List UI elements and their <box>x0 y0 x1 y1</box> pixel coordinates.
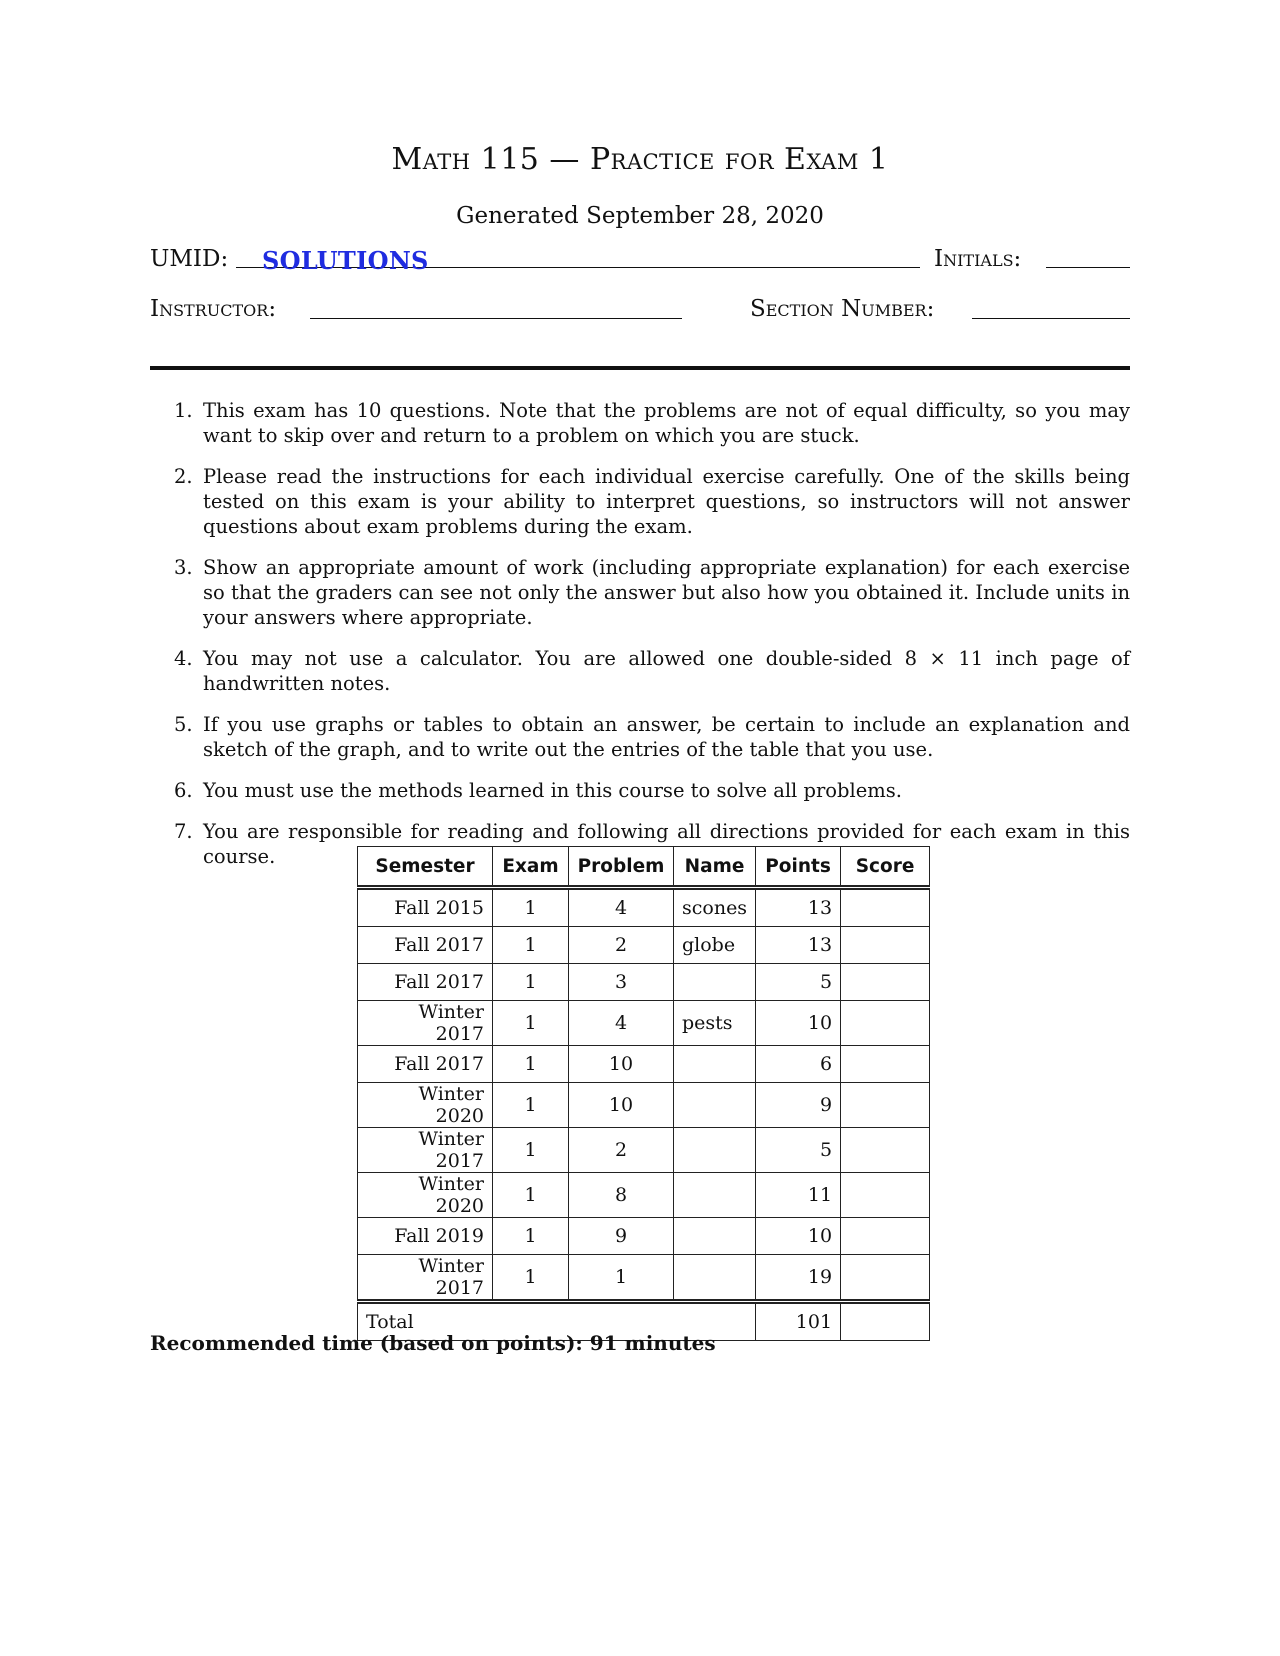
cell-semester: Winter 2017 <box>358 1255 493 1302</box>
total-points: 101 <box>756 1302 841 1341</box>
table-row <box>358 1046 930 1083</box>
cell-score[interactable] <box>841 1046 930 1083</box>
header-divider <box>150 366 1130 370</box>
cell-points: 5 <box>756 964 841 1001</box>
column-header-points: Points <box>756 847 841 888</box>
cell-score[interactable] <box>841 1001 930 1046</box>
section-number-label: Section Number: <box>750 296 935 322</box>
cell-points: 9 <box>756 1083 841 1128</box>
cell-semester: Winter 2017 <box>358 1128 493 1173</box>
table-row <box>358 1218 930 1255</box>
cell-problem: 4 <box>569 888 674 927</box>
cell-semester: Fall 2015 <box>358 888 493 927</box>
column-header-problem: Problem <box>569 847 674 888</box>
cell-points: 11 <box>756 1173 841 1218</box>
cell-name <box>674 1046 756 1083</box>
cell-name: pests <box>674 1001 756 1046</box>
cell-semester: Fall 2017 <box>358 1046 493 1083</box>
column-header-exam: Exam <box>493 847 569 888</box>
cell-name: globe <box>674 927 756 964</box>
initials-label: Initials: <box>934 246 1022 272</box>
cell-name <box>674 1128 756 1173</box>
cell-problem: 2 <box>569 927 674 964</box>
instructions-list <box>150 398 1130 885</box>
cell-problem: 1 <box>569 1255 674 1302</box>
cell-points: 5 <box>756 1128 841 1173</box>
instruction-item: 3. Show an appropriate amount of work (including appropriate explanation) for each exercise so that the graders can see not only the answer but also how you obtained it. Include units in your answers where appropriate. <box>174 556 1130 629</box>
cell-points: 13 <box>756 888 841 927</box>
table-row <box>358 1001 930 1046</box>
instruction-item: 6. You must use the methods learned in this course to solve all problems. <box>174 779 902 802</box>
cell-name <box>674 1173 756 1218</box>
cell-exam: 1 <box>493 1083 569 1128</box>
cell-problem: 10 <box>569 1046 674 1083</box>
initials-field[interactable] <box>1046 267 1130 268</box>
cell-problem: 9 <box>569 1218 674 1255</box>
cell-problem: 10 <box>569 1083 674 1128</box>
cell-semester: Winter 2020 <box>358 1083 493 1128</box>
cell-semester: Fall 2017 <box>358 964 493 1001</box>
total-label: Total <box>358 1302 756 1341</box>
instruction-item: 1. This exam has 10 questions. Note that the problems are not of equal difficulty, so you may want to skip over and return to a problem on which you are stuck. <box>174 399 1130 447</box>
cell-problem: 3 <box>569 964 674 1001</box>
cell-score[interactable] <box>841 1128 930 1173</box>
table-row <box>358 964 930 1001</box>
cell-name: scones <box>674 888 756 927</box>
cell-exam: 1 <box>493 964 569 1001</box>
problem-score-table <box>357 846 930 1341</box>
column-header-name: Name <box>674 847 756 888</box>
cell-points: 10 <box>756 1218 841 1255</box>
cell-name <box>674 964 756 1001</box>
total-score-cell[interactable] <box>841 1302 930 1341</box>
cell-points: 13 <box>756 927 841 964</box>
cell-problem: 8 <box>569 1173 674 1218</box>
column-header-score: Score <box>841 847 930 888</box>
instructor-label: Instructor: <box>150 296 277 322</box>
recommended-time: Recommended time (based on points): 91 minutes <box>150 1331 716 1355</box>
cell-name <box>674 1255 756 1302</box>
instruction-item: 5. If you use graphs or tables to obtain an answer, be certain to include an explanation and sketch of the graph, and to write out the entries of the table that you use. <box>174 713 1130 761</box>
cell-points: 19 <box>756 1255 841 1302</box>
cell-exam: 1 <box>493 1173 569 1218</box>
cell-problem: 4 <box>569 1001 674 1046</box>
column-header-semester: Semester <box>358 847 493 888</box>
cell-points: 10 <box>756 1001 841 1046</box>
section-number-field[interactable] <box>972 318 1130 319</box>
cell-score[interactable] <box>841 888 930 927</box>
cell-exam: 1 <box>493 927 569 964</box>
cell-exam: 1 <box>493 888 569 927</box>
umid-value: SOLUTIONS <box>262 246 429 275</box>
cell-exam: 1 <box>493 1128 569 1173</box>
cell-problem: 2 <box>569 1128 674 1173</box>
table-row <box>358 1255 930 1302</box>
generated-date: Generated September 28, 2020 <box>456 203 824 229</box>
cell-exam: 1 <box>493 1001 569 1046</box>
cell-name <box>674 1083 756 1128</box>
cell-semester: Winter 2020 <box>358 1173 493 1218</box>
cell-score[interactable] <box>841 927 930 964</box>
table-row <box>358 927 930 964</box>
cell-semester: Winter 2017 <box>358 1001 493 1046</box>
cell-score[interactable] <box>841 964 930 1001</box>
cell-score[interactable] <box>841 1218 930 1255</box>
table-row <box>358 1083 930 1128</box>
instruction-item: 2. Please read the instructions for each individual exercise carefully. One of the skills being tested on this exam is your ability to interpret questions, so instructors will not answer questions about exam problems during the exam. <box>174 465 1130 538</box>
table-row <box>358 1173 930 1218</box>
table-row <box>358 1128 930 1173</box>
cell-exam: 1 <box>493 1255 569 1302</box>
instructor-field[interactable] <box>310 318 682 319</box>
page-title: Math 115 — Practice for Exam 1 <box>391 142 889 177</box>
umid-label: UMID: <box>150 246 229 272</box>
cell-exam: 1 <box>493 1046 569 1083</box>
cell-semester: Fall 2019 <box>358 1218 493 1255</box>
cell-semester: Fall 2017 <box>358 927 493 964</box>
cell-score[interactable] <box>841 1255 930 1302</box>
cell-score[interactable] <box>841 1083 930 1128</box>
cell-points: 6 <box>756 1046 841 1083</box>
cell-score[interactable] <box>841 1173 930 1218</box>
instruction-item: 4. You may not use a calculator. You are allowed one double-sided 8 × 11 inch page of handwritten notes. <box>174 647 1130 695</box>
table-row <box>358 888 930 927</box>
instruction-item: 7. You are responsible for reading and following all directions provided for each exam in this course. <box>174 820 1130 868</box>
cell-exam: 1 <box>493 1218 569 1255</box>
table-header-row <box>358 847 930 888</box>
cell-name <box>674 1218 756 1255</box>
